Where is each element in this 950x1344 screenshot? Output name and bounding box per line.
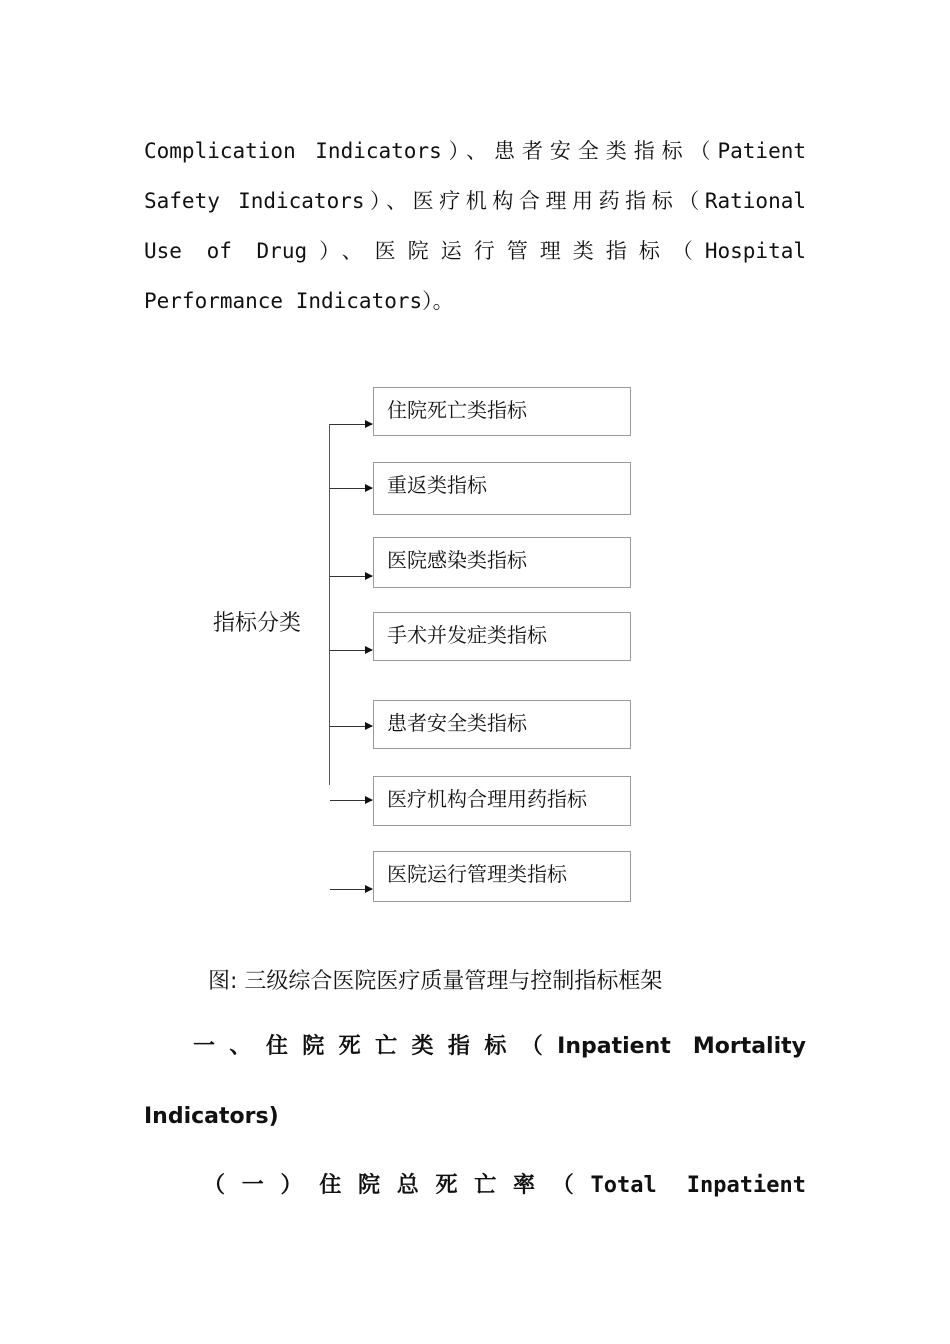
- diagram-node-label: 患者安全类指标: [387, 711, 527, 735]
- section-heading-continuation: Indicators): [144, 1104, 279, 1129]
- diagram-node-1: [373, 387, 631, 436]
- diagram-node-label: 医疗机构合理用药指标: [387, 787, 587, 811]
- diagram-root-label: 指标分类: [213, 611, 302, 636]
- diagram-node-label: 手术并发症类指标: [387, 623, 547, 647]
- intro-line-1: Complication Indicators）、患者安全类指标（Patient: [144, 139, 806, 163]
- diagram-node-label: 重返类指标: [387, 473, 487, 497]
- diagram-node-7: [373, 851, 631, 902]
- diagram-node-4: [373, 612, 631, 661]
- diagram-arrow-1: [330, 424, 372, 425]
- section-heading: 一、住院死亡类指标（Inpatient Mortality: [193, 1034, 806, 1059]
- diagram-node-3: [373, 537, 631, 588]
- diagram-arrow-4: [330, 650, 372, 651]
- diagram-trunk-line: [329, 424, 330, 785]
- diagram-arrow-3: [330, 576, 372, 577]
- subsection-heading: （一）住院总死亡率（Total Inpatient: [203, 1173, 806, 1198]
- figure-caption: 图: 三级综合医院医疗质量管理与控制指标框架: [208, 969, 663, 994]
- diagram-node-5: [373, 700, 631, 749]
- diagram-node-label: 住院死亡类指标: [387, 398, 527, 422]
- intro-line-3: Use of Drug）、医院运行管理类指标（Hospital: [144, 239, 806, 263]
- diagram-arrow-5: [330, 726, 372, 727]
- diagram-arrow-2: [330, 488, 372, 489]
- diagram-node-label: 医院运行管理类指标: [387, 862, 567, 886]
- diagram-node-label: 医院感染类指标: [387, 548, 527, 572]
- diagram-node-2: [373, 462, 631, 515]
- diagram-node-6: [373, 776, 631, 826]
- diagram-arrow-7: [330, 889, 372, 890]
- intro-line-2: Safety Indicators）、医疗机构合理用药指标（Rational: [144, 189, 806, 213]
- intro-line-4: Performance Indicators）。: [144, 289, 454, 313]
- diagram-arrow-6: [330, 800, 372, 801]
